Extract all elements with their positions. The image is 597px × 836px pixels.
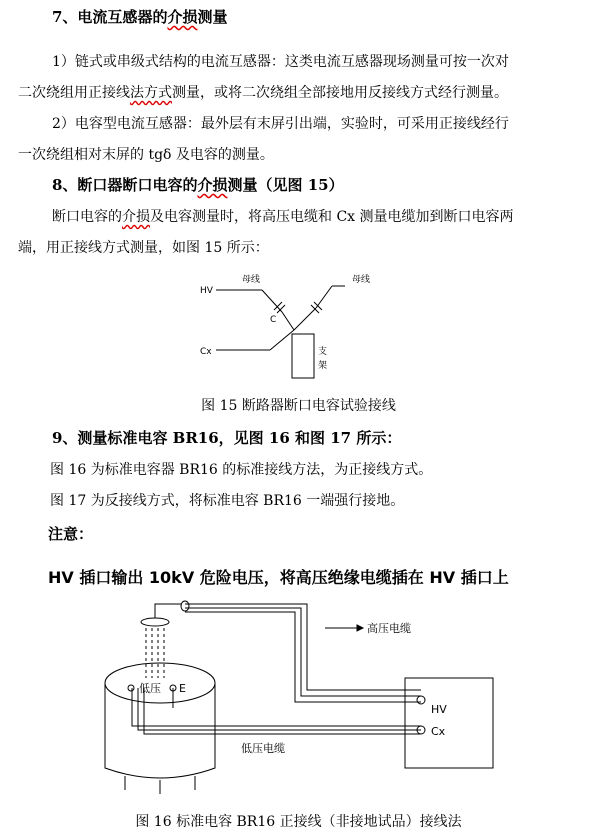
section-7-para1-line2 xyxy=(0,82,597,102)
low-voltage-terminal-label: 低压 xyxy=(139,682,161,695)
section-9-line2: 图 17 为反接线方式，将标准电容 BR16 一端强行接地。 xyxy=(50,493,405,509)
instrument-box xyxy=(405,678,493,768)
heading-text: 8、断口器断口电容的 xyxy=(52,176,198,194)
left-arm xyxy=(262,290,282,312)
spellcheck-word: 介损 xyxy=(167,8,198,26)
support-post xyxy=(292,334,314,378)
section-9-heading: 9、测量标准电容 BR16，见图 16 和图 17 所示： xyxy=(52,429,402,447)
section-7-para2-line2: 一次绕组相对末屏的 tgδ 及电容的测量。 xyxy=(18,147,274,163)
right-arm-lower xyxy=(294,308,316,330)
hv-cable-top xyxy=(155,604,181,618)
text: 断口电容的 xyxy=(52,209,122,225)
section-7-para1-line1: 1）链式或串级式结构的电流互感器：这类电流互感器现场测量可按一次对 xyxy=(52,54,509,70)
section-9-line1: 图 16 为标准电容器 BR16 的标准接线方法，为正接线方式。 xyxy=(50,462,433,478)
bushing-cap xyxy=(141,618,169,626)
heading-text: 7、电流互感器的 xyxy=(52,8,168,26)
hv-cable-label: 高压电缆 xyxy=(367,622,411,635)
cx-port-label: Cx xyxy=(431,725,446,738)
lv-terminal xyxy=(128,685,134,691)
text: 二次绕组用正接线 xyxy=(18,85,130,101)
warning-text: HV 插口输出 10kV 危险电压，将高压绝缘电缆插在 HV 插口上 xyxy=(48,568,509,587)
text: 及电容测量时，将高压电缆和 Cx 测量电缆加到断口电容两 xyxy=(150,209,514,225)
spellcheck-word: 介损 xyxy=(122,209,150,225)
hv-cable-1 xyxy=(185,604,421,690)
c-label: C xyxy=(270,315,277,325)
text: 测量，或将二次绕组全部接地用反接线方式经行测量。 xyxy=(172,85,508,101)
busbar-left-label: 母线 xyxy=(242,275,261,285)
busbar-right-label: 母线 xyxy=(352,275,371,285)
e-terminal-label: E xyxy=(179,682,186,695)
hv-cable-arrow-head xyxy=(357,625,363,631)
spellcheck-word: 法方式 xyxy=(130,85,172,101)
figure-15-caption: 图 15 断路器断口电容试验接线 xyxy=(201,398,396,414)
cx-lead-diag xyxy=(270,330,294,350)
cable-end xyxy=(181,601,189,611)
figure-15-diagram xyxy=(190,268,410,386)
section-8-para-line2: 端，用正接线方式测量，如图 15 所示： xyxy=(18,240,269,256)
cx-label: Cx xyxy=(200,347,212,357)
spellcheck-word: 介损 xyxy=(197,176,228,194)
heading-text: 测量（见图 15） xyxy=(227,176,344,194)
section-7-heading xyxy=(0,6,597,27)
figure-16-diagram xyxy=(95,598,505,804)
heading-text: 测量 xyxy=(197,8,228,26)
section-8-heading xyxy=(0,174,597,195)
right-arm xyxy=(316,286,332,308)
lv-cable-1 xyxy=(132,688,421,726)
hv-port-label: HV xyxy=(431,703,447,716)
note-heading: 注意： xyxy=(48,525,94,543)
left-arm-lower xyxy=(282,312,294,330)
support-label-2: 架 xyxy=(318,361,328,371)
figure-16-caption: 图 16 标准电容 BR16 正接线（非接地试品）接线法 xyxy=(135,814,462,830)
hv-label: HV xyxy=(200,286,213,296)
support-label-1: 支 xyxy=(318,347,328,357)
hv-port[interactable] xyxy=(417,696,425,704)
lv-cable-label: 低压电缆 xyxy=(241,742,285,755)
section-8-para-line1 xyxy=(0,206,597,226)
section-7-para2-line1: 2）电容型电流互感器：最外层有末屏引出端，实验时，可采用正接线经行 xyxy=(52,116,509,132)
